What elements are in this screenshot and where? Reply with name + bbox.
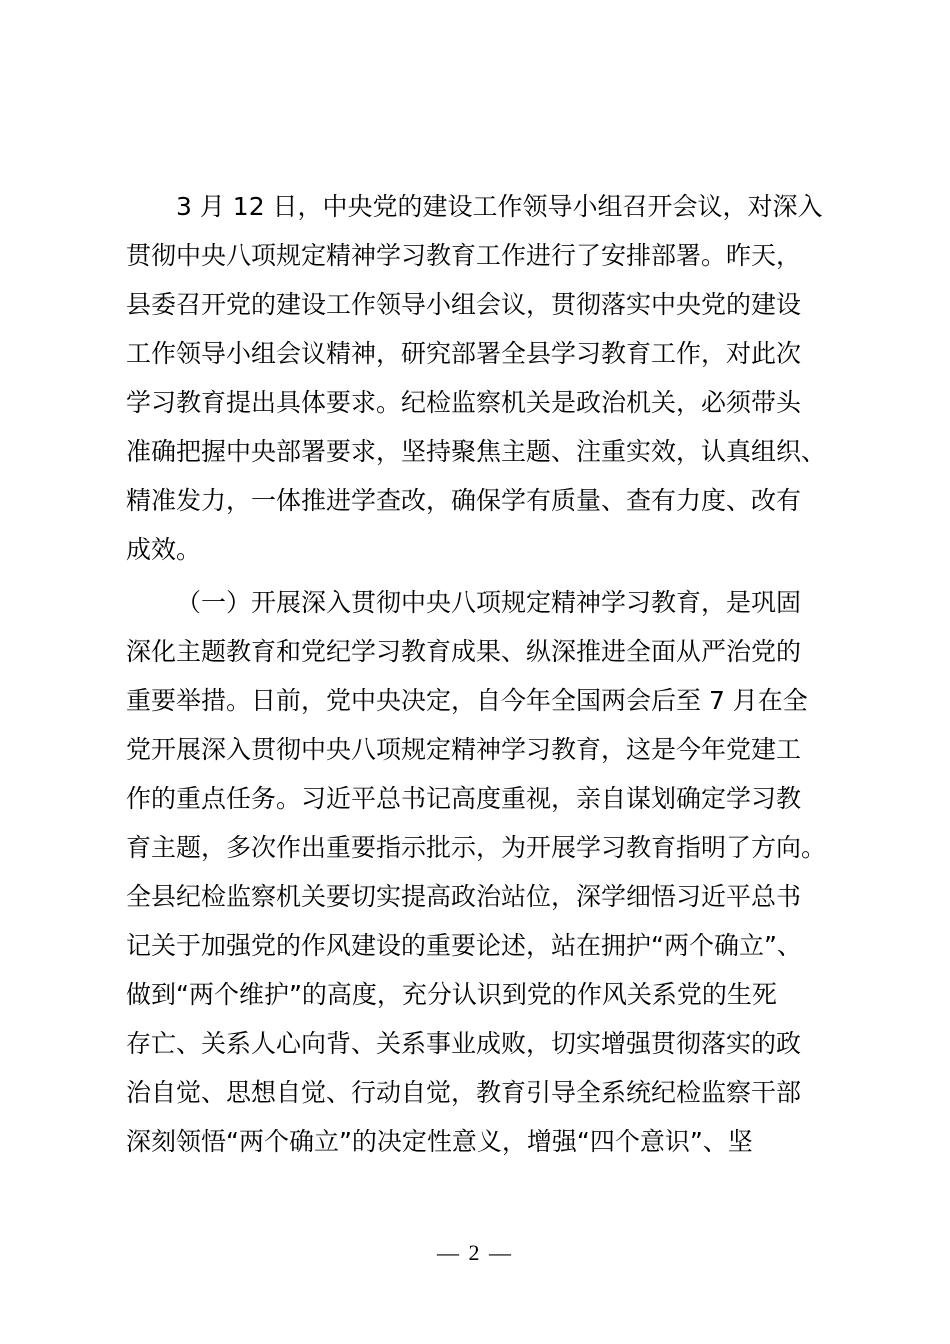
page-number: — 2 — [437, 1240, 513, 1265]
paragraph-2-line-2: 深化主题教育和党纪学习教育成果、纵深推进全面从严治党的 [126, 637, 802, 666]
paragraph-1-line-4: 工作领导小组会议精神，研究部署全县学习教育工作，对此次 [126, 339, 802, 368]
paragraph-2-line-10: 存亡、关系人心向背、关系事业成败，切实增强贯彻落实的政 [126, 1029, 802, 1058]
paragraph-2-line-11: 治自觉、思想自觉、行动自觉，教育引导全系统纪检监察干部 [126, 1078, 802, 1107]
paragraph-1-line-3: 县委召开党的建设工作领导小组会议，贯彻落实中央党的建设 [126, 290, 802, 319]
paragraph-1-line-8: 成效。 [126, 535, 202, 564]
paragraph-2-line-7: 全县纪检监察机关要切实提高政治站位，深学细悟习近平总书 [126, 882, 802, 911]
paragraph-2-line-6: 育主题，多次作出重要指示批示，为开展学习教育指明了方向。 [126, 833, 827, 862]
paragraph-2-line-5: 作的重点任务。习近平总书记高度重视，亲自谋划确定学习教 [126, 784, 802, 813]
paragraph-1-line-1: 3 月 12 日，中央党的建设工作领导小组召开会议，对深入 [176, 192, 823, 221]
paragraph-2-line-12: 深刻领悟“两个确立”的决定性意义，增强“四个意识”、坚 [126, 1127, 753, 1156]
paragraph-1-line-6: 准确把握中央部署要求，坚持聚焦主题、注重实效，认真组织、 [126, 437, 827, 466]
paragraph-1-line-2: 贯彻中央八项规定精神学习教育工作进行了安排部署。昨天， [126, 241, 802, 270]
paragraph-2-line-8: 记关于加强党的作风建设的重要论述，站在拥护“两个确立”、 [126, 931, 802, 960]
paragraph-2-line-9: 做到“两个维护”的高度，充分认识到党的作风关系党的生死 [126, 980, 777, 1009]
paragraph-1-line-5: 学习教育提出具体要求。纪检监察机关是政治机关，必须带头 [126, 388, 802, 417]
paragraph-2-line-4: 党开展深入贯彻中央八项规定精神学习教育，这是今年党建工 [126, 735, 802, 764]
paragraph-2-line-1: （一）开展深入贯彻中央八项规定精神学习教育，是巩固 [176, 588, 802, 617]
paragraph-2-line-3: 重要举措。日前，党中央决定，自今年全国两会后至 7 月在全 [126, 686, 808, 715]
paragraph-1-line-7: 精准发力，一体推进学查改，确保学有质量、查有力度、改有 [126, 486, 802, 515]
